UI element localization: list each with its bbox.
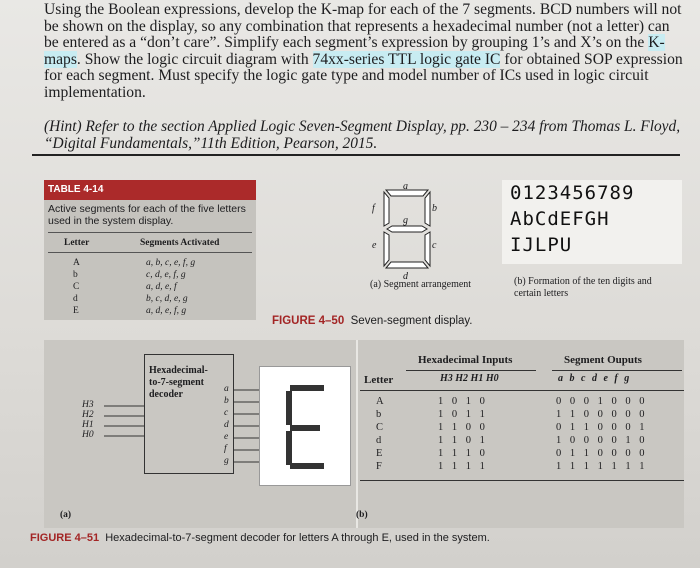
table-rule-mid [48,252,252,253]
output-label: e [224,432,229,442]
figure-title: Seven-segment display. [350,315,473,327]
table-4-14 [44,180,256,320]
header-rule [360,390,684,391]
segment-label-g: g [403,215,408,226]
col-letter-header: Letter [364,374,394,386]
output-label: d [224,420,229,430]
row-outputs: 0 1 1 0 0 0 0 [556,448,648,459]
row-letter: E [73,306,79,316]
caption-segment-arrangement: (a) Segment arrangement [370,279,472,290]
inputs-subheader: H3 H2 H1 H0 [440,373,499,384]
segment-arrangement-diagram [372,180,442,278]
row-letter: E [376,448,386,459]
kmaps-highlight: K-maps [44,34,665,68]
row-segments: c, d, e, f, g [146,270,186,280]
col-letter-header: Letter [64,238,90,248]
row-outputs: 1 1 1 1 1 1 1 [556,461,648,472]
hint-text: (Hint) Refer to the section Applied Logic Seven-Segment Display, pp. 230 – 234 from Thomas L. Floyd, “Digital Fundamentals,”11th Edition, Pearson, 2015. [44,118,681,152]
col-inputs-header: Hexadecimal Inputs [418,354,513,366]
panel-label-b: (b) [356,510,368,520]
segment-label-d: d [403,271,408,282]
seven-segment-display [259,366,351,486]
figure-4-51-caption [30,532,670,545]
ttl-highlight: 74xx-series TTL logic gate IC [312,50,501,68]
decoder-title: Hexadecimal-to-7-segment decoder [149,365,208,400]
output-label: a [224,384,229,394]
row-segments: a, d, e, f, g [146,306,187,316]
row-letter: C [376,422,387,433]
output-label: f [224,444,227,454]
output-label: b [224,396,229,406]
table-tag: TABLE 4-14 [48,184,104,195]
decoder-block [144,354,234,474]
output-lines [234,386,260,466]
segment-label-c: c [432,240,437,251]
row-outputs: 0 0 0 1 0 0 0 [556,396,648,407]
row-inputs: 1 1 0 0 [438,422,488,433]
input-label: H3 [82,400,94,410]
row-inputs: 1 1 0 1 [438,435,488,446]
paragraph-text-2: . Show the logic circuit diagram with [76,50,313,68]
outputs-subheader: a b c d e f g [558,373,632,384]
input-label: H0 [82,430,94,440]
input-lines [94,400,146,450]
table-caption: Active segments for each of the five letters used in the system display. [48,203,246,227]
divider [32,154,680,156]
table-bottom-rule [360,480,684,481]
header-rule-outputs [552,370,682,371]
row-inputs: 1 1 1 1 [438,461,488,472]
row-letter: b [376,409,385,420]
display-letter-e [260,367,352,487]
row-letter: A [73,258,80,268]
segment-label-b: b [432,203,437,214]
row-inputs: 1 0 1 0 [438,396,488,407]
row-letter: F [376,461,385,472]
figure-4-51 [44,340,684,528]
table-rule-top [48,232,252,233]
figure-4-50-caption [272,315,473,327]
segment-label-f: f [372,203,375,214]
row-letter: d [376,435,385,446]
figure-title: Hexadecimal-to-7-segment decoder for letters A through E, used in the system. [105,532,490,544]
row-letter: b [73,270,78,280]
segment-label-e: e [372,240,377,251]
problem-paragraph [44,2,684,102]
figure-tag: FIGURE 4–51 [30,532,100,544]
panel-label-a: (a) [60,510,72,520]
header-rule-inputs [406,370,536,371]
digits-row-3: IJLPU [510,234,573,256]
segment-label-a: a [403,181,408,192]
row-outputs: 1 1 0 0 0 0 0 [556,409,648,420]
row-segments: a, d, e, f [146,282,177,292]
caption-digit-formation: (b) Formation of the ten digits and certain letters [514,276,652,299]
figure-tag: FIGURE 4–50 [272,315,345,327]
col-outputs-header: Segment Ouputs [564,354,642,366]
input-label: H1 [82,420,94,430]
panel-separator [356,340,358,528]
paragraph-text-1: Using the Boolean expressions, develop the K-map for each of the 7 segments. BCD numbers will not be shown on the display, so any combination that represents a hexadecimal number (not a letter) can be entered as a “don’t care”. Simplify each segment’s expression by grouping 1’s and X’s on the [44,1,682,52]
row-segments: b, c, d, e, g [146,294,188,304]
row-inputs: 1 0 1 1 [438,409,488,420]
output-label: g [224,456,229,466]
digits-row-2: AbCdEFGH [510,208,610,230]
row-letter: A [376,396,387,407]
digits-row-1: 0123456789 [510,182,635,204]
row-outputs: 1 0 0 0 0 1 0 [556,435,648,446]
col-segments-header: Segments Activated [140,238,220,248]
row-letter: C [73,282,80,292]
output-label: c [224,408,229,418]
row-letter: d [73,294,78,304]
row-inputs: 1 1 1 0 [438,448,488,459]
paragraph-text-3: for obtained SOP expression for each segment. Must specify the logic gate type and model number of ICs used in logic circuit implementation. [44,50,683,101]
input-label: H2 [82,410,94,420]
row-outputs: 0 1 1 0 0 0 1 [556,422,648,433]
row-segments: a, b, c, e, f, g [146,258,196,268]
